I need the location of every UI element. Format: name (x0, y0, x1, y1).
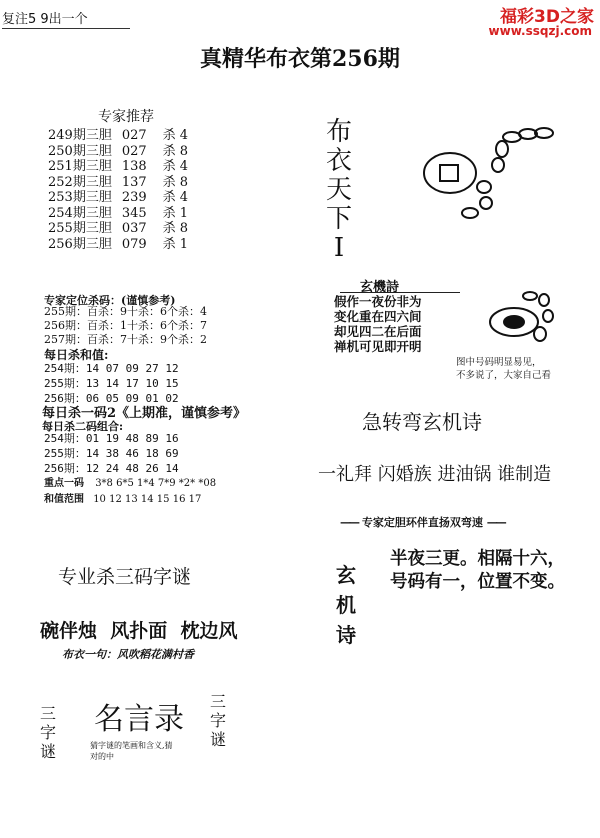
riddle-line: 变化重在四六间 (334, 309, 422, 324)
expert-banner (340, 514, 505, 530)
poem-line: 号码有一，位置不变。 (390, 572, 565, 592)
recommend-kill: 杀 1 (162, 236, 189, 252)
kill-sum-row: 255期：13 14 17 10 15 (44, 377, 179, 390)
corner-underline (2, 28, 130, 29)
recommend-row (48, 237, 188, 253)
kill-two-row: 255期：14 38 46 18 69 (44, 447, 179, 460)
recommend-kill: 杀 1 (162, 205, 189, 221)
kill-sum-row: 254期：14 07 09 27 12 (44, 362, 179, 375)
recommend-issue: 255期三胆 (48, 221, 112, 236)
recommend-issue: 254期三胆 (48, 205, 112, 221)
riddle-line: 却见四二在后面 (334, 324, 422, 339)
vertical-char: 天 (325, 175, 352, 205)
right-side-char: 三 (209, 692, 226, 711)
right-side-char: 字 (209, 711, 226, 730)
riddle-caption (456, 356, 551, 382)
recommend-issue: 253期三胆 (48, 190, 112, 205)
recommend-kill: 杀 4 (162, 190, 189, 205)
banner-dash-right: —— (486, 516, 505, 529)
recommend-kill: 杀 8 (162, 143, 189, 159)
recommend-row (48, 128, 188, 144)
poem-side-char: 诗 (336, 623, 356, 647)
position-kill-heading: 专家定位杀码：(谨慎参考) (44, 294, 176, 307)
vertical-char: 衣 (325, 146, 352, 176)
kill-riddle-words: 碗伴烛 风扑面 枕边风 (40, 620, 238, 642)
recommend-code: 027 (121, 128, 147, 143)
recommend-code: 138 (121, 159, 147, 174)
recommend-row (48, 221, 188, 237)
sum-range-row (44, 490, 201, 505)
expert-recommend-heading: 专家推荐 (98, 109, 154, 125)
sharp-turn-line: 一礼拜 闪婚族 进油锅 谁制造 (318, 464, 552, 485)
kill-riddle-heading: 专业杀三码字谜 (58, 566, 192, 588)
sum-range-values: 10 12 13 14 15 16 17 (93, 494, 202, 505)
focus-values: 3*8 6*5 1*4 7*9 *2* *08 (95, 478, 217, 489)
left-side-char: 三 (39, 704, 56, 723)
focus-label: 重点一码 (44, 478, 84, 489)
coin-string-illustration (420, 125, 560, 220)
recommend-issue: 251期三胆 (48, 159, 112, 174)
recommend-code: 037 (121, 221, 147, 236)
position-kill-row: 255期：百杀：9十杀：6个杀：4 (44, 305, 207, 318)
brand-name[interactable]: 福彩3D之家 (500, 7, 594, 27)
buyi-line: 布衣一句：风吹稻花满村香 (62, 648, 194, 661)
riddle-box-heading: 玄機詩 (360, 280, 400, 295)
daily-kill-sum-heading: 每日杀和值: (44, 348, 109, 362)
riddle-caption-line: 不多说了，大家自己看 (456, 370, 552, 381)
expert-recommend-list (48, 128, 188, 252)
sum-range-label: 和值范围 (44, 494, 84, 505)
kill-sum-row: 256期：06 05 09 01 02 (44, 392, 179, 405)
riddle-box-lines (334, 294, 422, 354)
vertical-char: 布 (325, 117, 352, 147)
poem-line: 半夜三更。相隔十六， (390, 549, 565, 569)
recommend-kill: 杀 8 (162, 221, 189, 236)
recommend-code: 137 (121, 174, 147, 190)
recommend-code: 239 (121, 190, 147, 205)
mingyan-title: 名言录 (94, 702, 184, 737)
mingyan-note (90, 740, 173, 762)
daily-kill-two-heading: 每日杀二码组合: (42, 420, 124, 433)
recommend-row (48, 175, 188, 191)
kill-two-row: 254期：01 19 48 89 16 (44, 432, 179, 445)
page-title: 真精华布衣第256期 (200, 46, 400, 72)
left-side-char: 谜 (39, 742, 56, 761)
right-side-riddle (208, 692, 228, 749)
riddle-line: 假作一夜份非为 (334, 294, 422, 309)
daily-kill-two-list (44, 431, 179, 476)
coin-fish-illustration (478, 288, 558, 353)
riddle-line: 禅机可见即开明 (334, 339, 422, 354)
recommend-kill: 杀 8 (162, 174, 189, 190)
mingyan-note-line: 猜字谜的笔画和含义,猜 (90, 741, 173, 750)
kill-two-row: 256期：12 24 48 26 14 (44, 462, 179, 475)
position-kill-list (44, 305, 207, 347)
vertical-char: 下 (325, 204, 352, 234)
recommend-code: 345 (121, 205, 147, 221)
poem-side-title (334, 560, 358, 650)
brand-url[interactable]: www.ssqzj.com (488, 24, 592, 38)
recommend-issue: 252期三胆 (48, 174, 112, 190)
recommend-row (48, 206, 188, 222)
recommend-code: 079 (121, 236, 147, 252)
recommend-issue: 249期三胆 (48, 128, 112, 143)
mingyan-note-line: 对的中 (90, 752, 114, 761)
vertical-title (324, 118, 354, 263)
banner-dash-left: —— (340, 516, 358, 529)
position-kill-row: 257期：百杀：7十杀：9个杀：2 (44, 333, 207, 346)
daily-kill-sum-list (44, 361, 179, 406)
poem-side-char: 玄 (336, 563, 356, 587)
banner-text: 专家定胆环伴直扬双弯速 (361, 516, 483, 529)
poem-lines (390, 548, 565, 594)
daily-kill-one-heading: 每日杀一码2《上期准，谨慎参考》 (42, 406, 247, 421)
recommend-issue: 250期三胆 (48, 143, 112, 159)
position-kill-row: 256期：百杀：1十杀：6个杀：7 (44, 319, 207, 332)
poem-side-char: 机 (336, 593, 356, 617)
riddle-box-divider (340, 292, 460, 293)
recommend-kill: 杀 4 (162, 159, 189, 174)
right-side-char: 谜 (209, 730, 226, 749)
sharp-turn-heading: 急转弯玄机诗 (362, 410, 482, 434)
recommend-row (48, 190, 188, 206)
left-side-char: 字 (39, 723, 56, 742)
corner-note: 复注5 9出一个 (2, 12, 88, 27)
focus-row (44, 474, 216, 489)
recommend-issue: 256期三胆 (48, 236, 112, 252)
recommend-row (48, 159, 188, 175)
recommend-row (48, 144, 188, 160)
recommend-code: 027 (121, 143, 147, 159)
recommend-kill: 杀 4 (162, 128, 189, 143)
vertical-char: I (333, 233, 345, 263)
riddle-caption-line: 图中号码明显易见， (456, 357, 542, 368)
left-side-riddle (38, 704, 58, 761)
